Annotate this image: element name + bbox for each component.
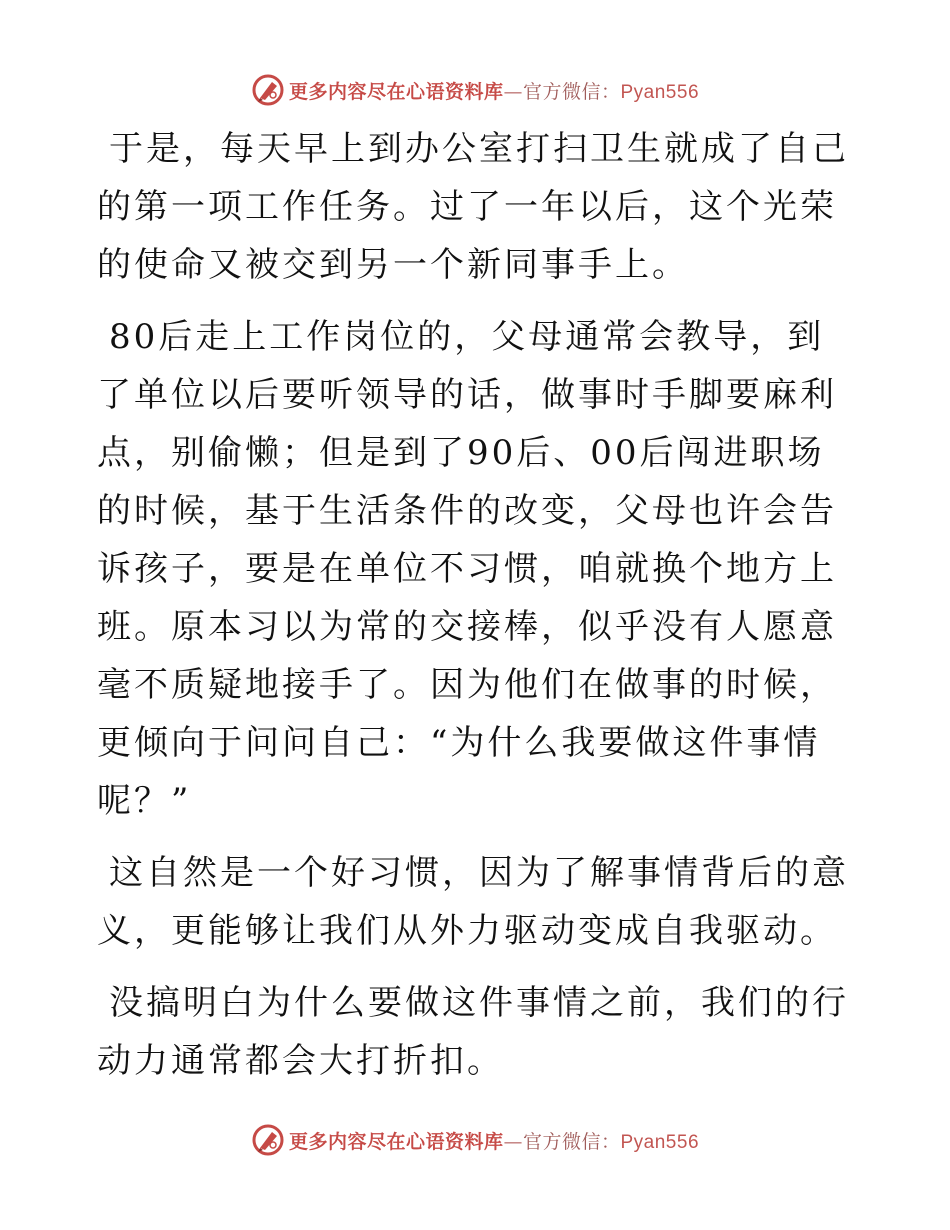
banner-brand: 更多内容尽在心语资料库 [288, 1130, 504, 1153]
banner-dash: — [503, 1130, 523, 1153]
header-banner [0, 70, 950, 110]
paragraph-3 [97, 844, 857, 960]
paragraph-3-text: 这自然是一个好习惯，因为了解事情背后的意义，更能够让我们从外力驱动变成自我驱动。 [97, 853, 849, 951]
paragraph-4-text: 没搞明白为什么要做这件事情之前，我们的行动力通常都会大打折扣。 [97, 983, 849, 1081]
banner-label: 官方微信： [522, 1130, 621, 1153]
footer-banner [0, 1120, 950, 1160]
banner-text [289, 1127, 699, 1154]
paragraph-4 [97, 974, 857, 1090]
banner-brand: 更多内容尽在心语资料库 [288, 80, 504, 103]
banner-label: 官方微信： [522, 80, 621, 103]
paragraph-1-text: 于是，每天早上到办公室打扫卫生就成了自己的第一项工作任务。过了一年以后，这个光荣的使命又被交到另一个新同事手上。 [97, 129, 849, 285]
banner-wechat-id: Pyan556 [620, 81, 700, 103]
document-body [97, 120, 857, 1104]
banner-dash: — [503, 80, 523, 103]
banner-wechat-id: Pyan556 [620, 1131, 700, 1153]
paragraph-1 [97, 120, 857, 294]
pen-logo-icon [251, 1123, 285, 1157]
banner-text [289, 77, 699, 104]
paragraph-2-text: 80后走上工作岗位的，父母通常会教导，到了单位以后要听领导的话，做事时手脚要麻利点，别偷懒；但是到了90后、00后闯进职场的时候，基于生活条件的改变，父母也许会告诉孩子，要是在单位不习惯，咱就换个地方上班。原本习以为常的交接棒，似乎没有人愿意毫不质疑地接手了。因为他们在做事的时候，更倾向于问问自己：“为什么我要做这件事情呢？” [97, 317, 837, 821]
pen-logo-icon [251, 73, 285, 107]
paragraph-2 [97, 308, 857, 830]
